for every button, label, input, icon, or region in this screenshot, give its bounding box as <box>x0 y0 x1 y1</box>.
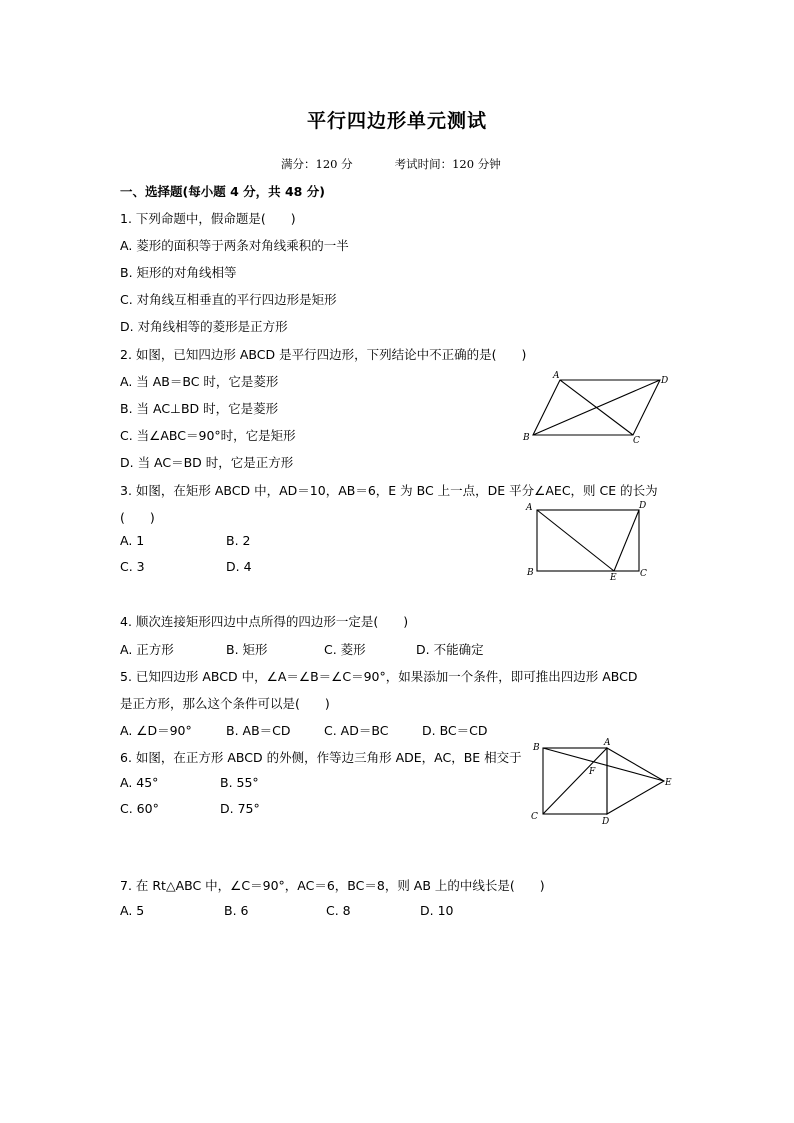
section-heading: 一、选择题(每小题 4 分，共 48 分) <box>120 184 325 199</box>
q4-option-c: C. 菱形 <box>324 642 366 657</box>
q4-option-b: B. 矩形 <box>226 642 268 657</box>
q5-option-a: A. ∠D＝90° <box>120 723 192 738</box>
q1-option-c: C. 对角线互相垂直的平行四边形是矩形 <box>120 292 337 307</box>
triangle-ade <box>607 748 664 814</box>
q5-stem: 5. 已知四边形 ABCD 中，∠A＝∠B＝∠C＝90°，如果添加一个条件，即可推出四边形 ABCD <box>120 669 638 684</box>
q1-stem: 1. 下列命题中，假命题是( ) <box>120 211 296 226</box>
label-c: C <box>640 569 647 579</box>
q6-square-triangle-figure <box>528 738 678 828</box>
label-b: B <box>527 568 534 578</box>
q1-option-b: B. 矩形的对角线相等 <box>120 265 237 280</box>
segment-be <box>543 748 664 781</box>
q7-option-c: C. 8 <box>326 903 351 918</box>
page-title: 平行四边形单元测试 <box>306 110 487 132</box>
q5-option-d: D. BC＝CD <box>422 723 488 738</box>
q3-stem: 3. 如图，在矩形 ABCD 中，AD＝10，AB＝6，E 为 BC 上一点，DE 平分∠AEC，则 CE 的长为 <box>120 483 658 498</box>
diagonal-ac <box>543 748 607 814</box>
rectangle-outline <box>537 510 639 571</box>
label-f: F <box>589 767 596 777</box>
segment-ae <box>537 510 614 571</box>
q5-option-b: B. AB＝CD <box>226 723 291 738</box>
q1-option-d: D. 对角线相等的菱形是正方形 <box>120 319 288 334</box>
q4-option-a: A. 正方形 <box>120 642 174 657</box>
q3-rectangle-figure <box>520 498 660 582</box>
label-d: D <box>602 817 610 827</box>
q6-stem: 6. 如图，在正方形 ABCD 的外侧，作等边三角形 ADE，AC，BE 相交于 <box>120 750 522 765</box>
label-b: B <box>533 743 540 753</box>
label-b: B <box>523 433 530 443</box>
label-e: E <box>665 778 672 788</box>
full-score: 满分：120 分 <box>281 157 353 171</box>
q2-option-a: A. 当 AB＝BC 时，它是菱形 <box>120 374 279 389</box>
label-a: A <box>604 738 611 748</box>
q3-option-c: C. 3 <box>120 559 145 574</box>
label-e: E <box>610 573 617 583</box>
q6-option-c: C. 60° <box>120 801 159 816</box>
q7-stem: 7. 在 Rt△ABC 中，∠C＝90°，AC＝6，BC＝8，则 AB 上的中线长是( ) <box>120 878 545 893</box>
q6-option-b: B. 55° <box>220 775 259 790</box>
exam-info <box>281 156 501 172</box>
q2-stem: 2. 如图，已知四边形 ABCD 是平行四边形，下列结论中不正确的是( ) <box>120 347 527 362</box>
q4-option-d: D. 不能确定 <box>416 642 484 657</box>
q2-parallelogram-figure <box>515 368 675 448</box>
q5-option-c: C. AD＝BC <box>324 723 389 738</box>
q3-stem-cont: ( ) <box>120 510 155 525</box>
q5-stem-cont: 是正方形，那么这个条件可以是( ) <box>120 696 330 711</box>
label-a: A <box>553 371 560 381</box>
q3-option-b: B. 2 <box>226 533 251 548</box>
q7-option-d: D. 10 <box>420 903 454 918</box>
q2-option-c: C. 当∠ABC＝90°时，它是矩形 <box>120 428 296 443</box>
exam-time: 考试时间：120 分钟 <box>394 157 501 171</box>
q3-option-a: A. 1 <box>120 533 145 548</box>
label-c: C <box>633 436 640 446</box>
q6-option-a: A. 45° <box>120 775 159 790</box>
q7-option-b: B. 6 <box>224 903 249 918</box>
q4-stem: 4. 顺次连接矩形四边中点所得的四边形一定是( ) <box>120 614 409 629</box>
q7-option-a: A. 5 <box>120 903 145 918</box>
q6-option-d: D. 75° <box>220 801 260 816</box>
diagonal-bd <box>533 380 660 435</box>
label-d: D <box>639 501 647 511</box>
q2-option-d: D. 当 AC＝BD 时，它是正方形 <box>120 455 294 470</box>
label-d: D <box>661 376 669 386</box>
label-a: A <box>526 503 533 513</box>
label-c: C <box>531 812 538 822</box>
segment-de <box>614 510 639 571</box>
q1-option-a: A. 菱形的面积等于两条对角线乘积的一半 <box>120 238 349 253</box>
q3-option-d: D. 4 <box>226 559 252 574</box>
q2-option-b: B. 当 AC⊥BD 时，它是菱形 <box>120 401 279 416</box>
